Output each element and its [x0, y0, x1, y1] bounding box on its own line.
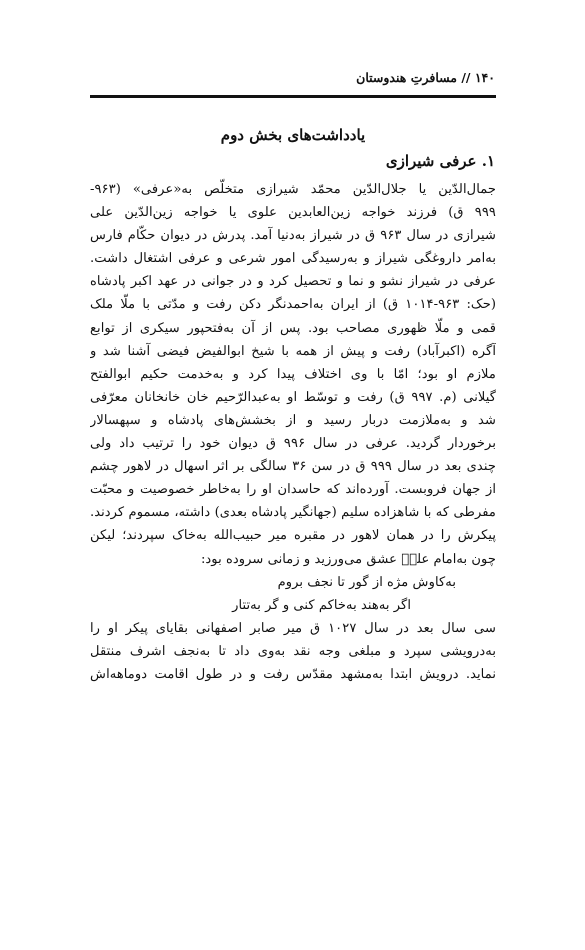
text-line: شیرازی در سال ۹۶۳ ق در شیراز به‌دنیا آمد. پدرش در دیوان حکّام فارس: [90, 228, 496, 244]
header-rule: [90, 95, 496, 98]
text-line: قمی و ملّا ظهوری مصاحب بود. پس از آن به‌فتحپور سیکری از توابع: [90, 320, 496, 336]
text-line: شد و به‌ملازمت دربار رسید و از بخشش‌های پادشاه و سپهسالار: [90, 412, 496, 428]
note-heading: ۱. عرفی شیرازی: [385, 152, 495, 170]
running-head: ۱۴۰ // مسافرتِ هندوستان: [356, 70, 495, 85]
verse-line: اگر به‌هند به‌خاکم کنی و گر به‌تتار: [232, 597, 411, 613]
text-line: گیلانی (م. ۹۹۷ ق) رفت و توسّط او به‌عبدالرّحیم خان خانخانان معرّفی: [90, 389, 496, 405]
text-line: نماید. درویش ابتدا به‌مشهد مقدّس رفت و در طول اقامت دوماهه‌اش: [90, 666, 496, 682]
text-line: عرفی در شیراز نشو و نما و تحصیل کرد و در جوانی در عهد اکبر پادشاه: [90, 274, 496, 290]
text-line: (حک: ۹۶۳-۱۰۱۴ ق) از ایران به‌احمدنگر دکن رفت و مدّتی با ملّا ملک: [90, 297, 496, 313]
text-line: آگره (اکبرآباد) رفت و پیش از همه با شیخ ابوالفیض فیضی آشنا شد و: [90, 343, 496, 359]
verse-line: به‌کاوش مژه از گور تا نجف بروم: [277, 574, 456, 590]
section-title: یادداشت‌های بخش دوم: [220, 126, 366, 144]
text-line: به‌درویشی سپرد و مبلغی وجه نقد به‌وی داد تا به‌نجف اشرف منتقل: [90, 643, 496, 659]
text-line: مفرطی که با شاهزاده سلیم (جهانگیر پادشاه بعدی) داشته، مسموم کردند.: [90, 505, 496, 521]
text-line: ۹۹۹ ق) فرزند خواجه زین‌العابدین علوی یا خواجه زین‌الدّین علی: [90, 205, 496, 221]
text-line: سی سال بعد در سال ۱۰۲۷ ق میر صابر اصفهانی بقایای پیکر او را: [90, 620, 496, 636]
text-line: پیکرش را در همان لاهور در مقبره میر حبیب‌الله به‌خاک سپردند؛ لیکن: [90, 528, 496, 544]
text-line: چون به‌امام علیؑ عشق می‌ورزید و زمانی سروده بود:: [200, 551, 496, 567]
text-line: چندی بعد در سال ۹۹۹ ق در سن ۳۶ سالگی بر اثر اسهال در لاهور چشم: [90, 459, 496, 475]
text-line: برخوردار گردید. عرفی در سال ۹۹۶ ق دیوان خود را ترتیب داد ولی: [90, 436, 496, 452]
text-line: به‌امر داروغگی شیراز و به‌رسیدگی امور شرعی و عرفی اشتغال داشت.: [90, 251, 496, 267]
note-body: [90, 178, 496, 686]
text-line: ملازم او بود؛ امّا با وی اختلاف پیدا کرد و به‌خدمت حکیم ابوالفتح: [90, 366, 496, 382]
text-line: جمال‌الدّین یا جلال‌الدّین محمّد شیرازی متخلّص به«عرفی» (۹۶۳-: [90, 182, 496, 197]
text-line: از جهان فروبست. آورده‌اند که حاسدان او را به‌خاطر خصوصیت و محبّت: [90, 482, 496, 498]
